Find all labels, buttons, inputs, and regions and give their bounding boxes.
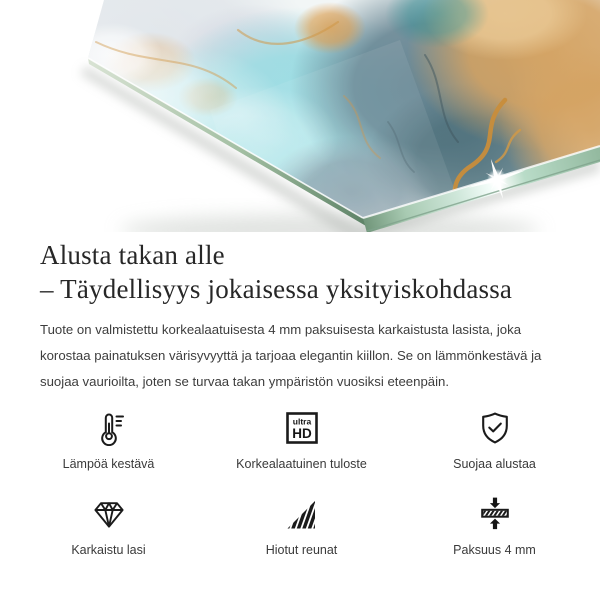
feature-label: Korkealaatuinen tuloste	[236, 457, 367, 471]
feature-label: Paksuus 4 mm	[453, 543, 536, 557]
ultra-label: ultra	[292, 416, 311, 427]
thickness-icon	[477, 495, 513, 532]
feature-heat-resistant	[12, 409, 205, 471]
feature-hq-print	[205, 409, 398, 471]
feature-tempered-glass	[12, 495, 205, 557]
polished-edges-icon	[284, 495, 320, 532]
product-description: Tuote on valmistettu korkealaatuisesta 4 mm paksuisesta karkaistusta lasista, joka korostaa painatuksen värisyvyyttä ja tarjoaa elegantin kiillon. Se on lämmönkestävä ja suojaa vaurioilta, joten se turvaa takan ympäristön vuosiksi eteenpäin.	[40, 322, 542, 389]
thermometer-icon	[91, 409, 127, 446]
hd-label: HD	[291, 426, 312, 441]
feature-thickness	[398, 495, 591, 557]
feature-label: Lämpöä kestävä	[62, 457, 155, 471]
page-title	[40, 238, 565, 306]
shield-check-icon	[477, 409, 513, 446]
feature-polished-edges	[205, 495, 398, 557]
feature-label: Suojaa alustaa	[453, 457, 536, 471]
ultra-hd-icon	[284, 409, 320, 446]
product-image	[0, 0, 600, 232]
title-line-1: Alusta takan alle	[40, 240, 225, 270]
feature-label: Hiotut reunat	[265, 543, 338, 557]
content-section	[0, 238, 600, 557]
feature-label: Karkaistu lasi	[71, 543, 146, 557]
feature-protects-base	[398, 409, 591, 471]
title-line-2: – Täydellisyys jokaisessa yksityiskohdassa	[40, 274, 513, 304]
diamond-icon	[91, 495, 127, 532]
product-photo	[0, 0, 600, 232]
feature-grid	[12, 409, 591, 557]
